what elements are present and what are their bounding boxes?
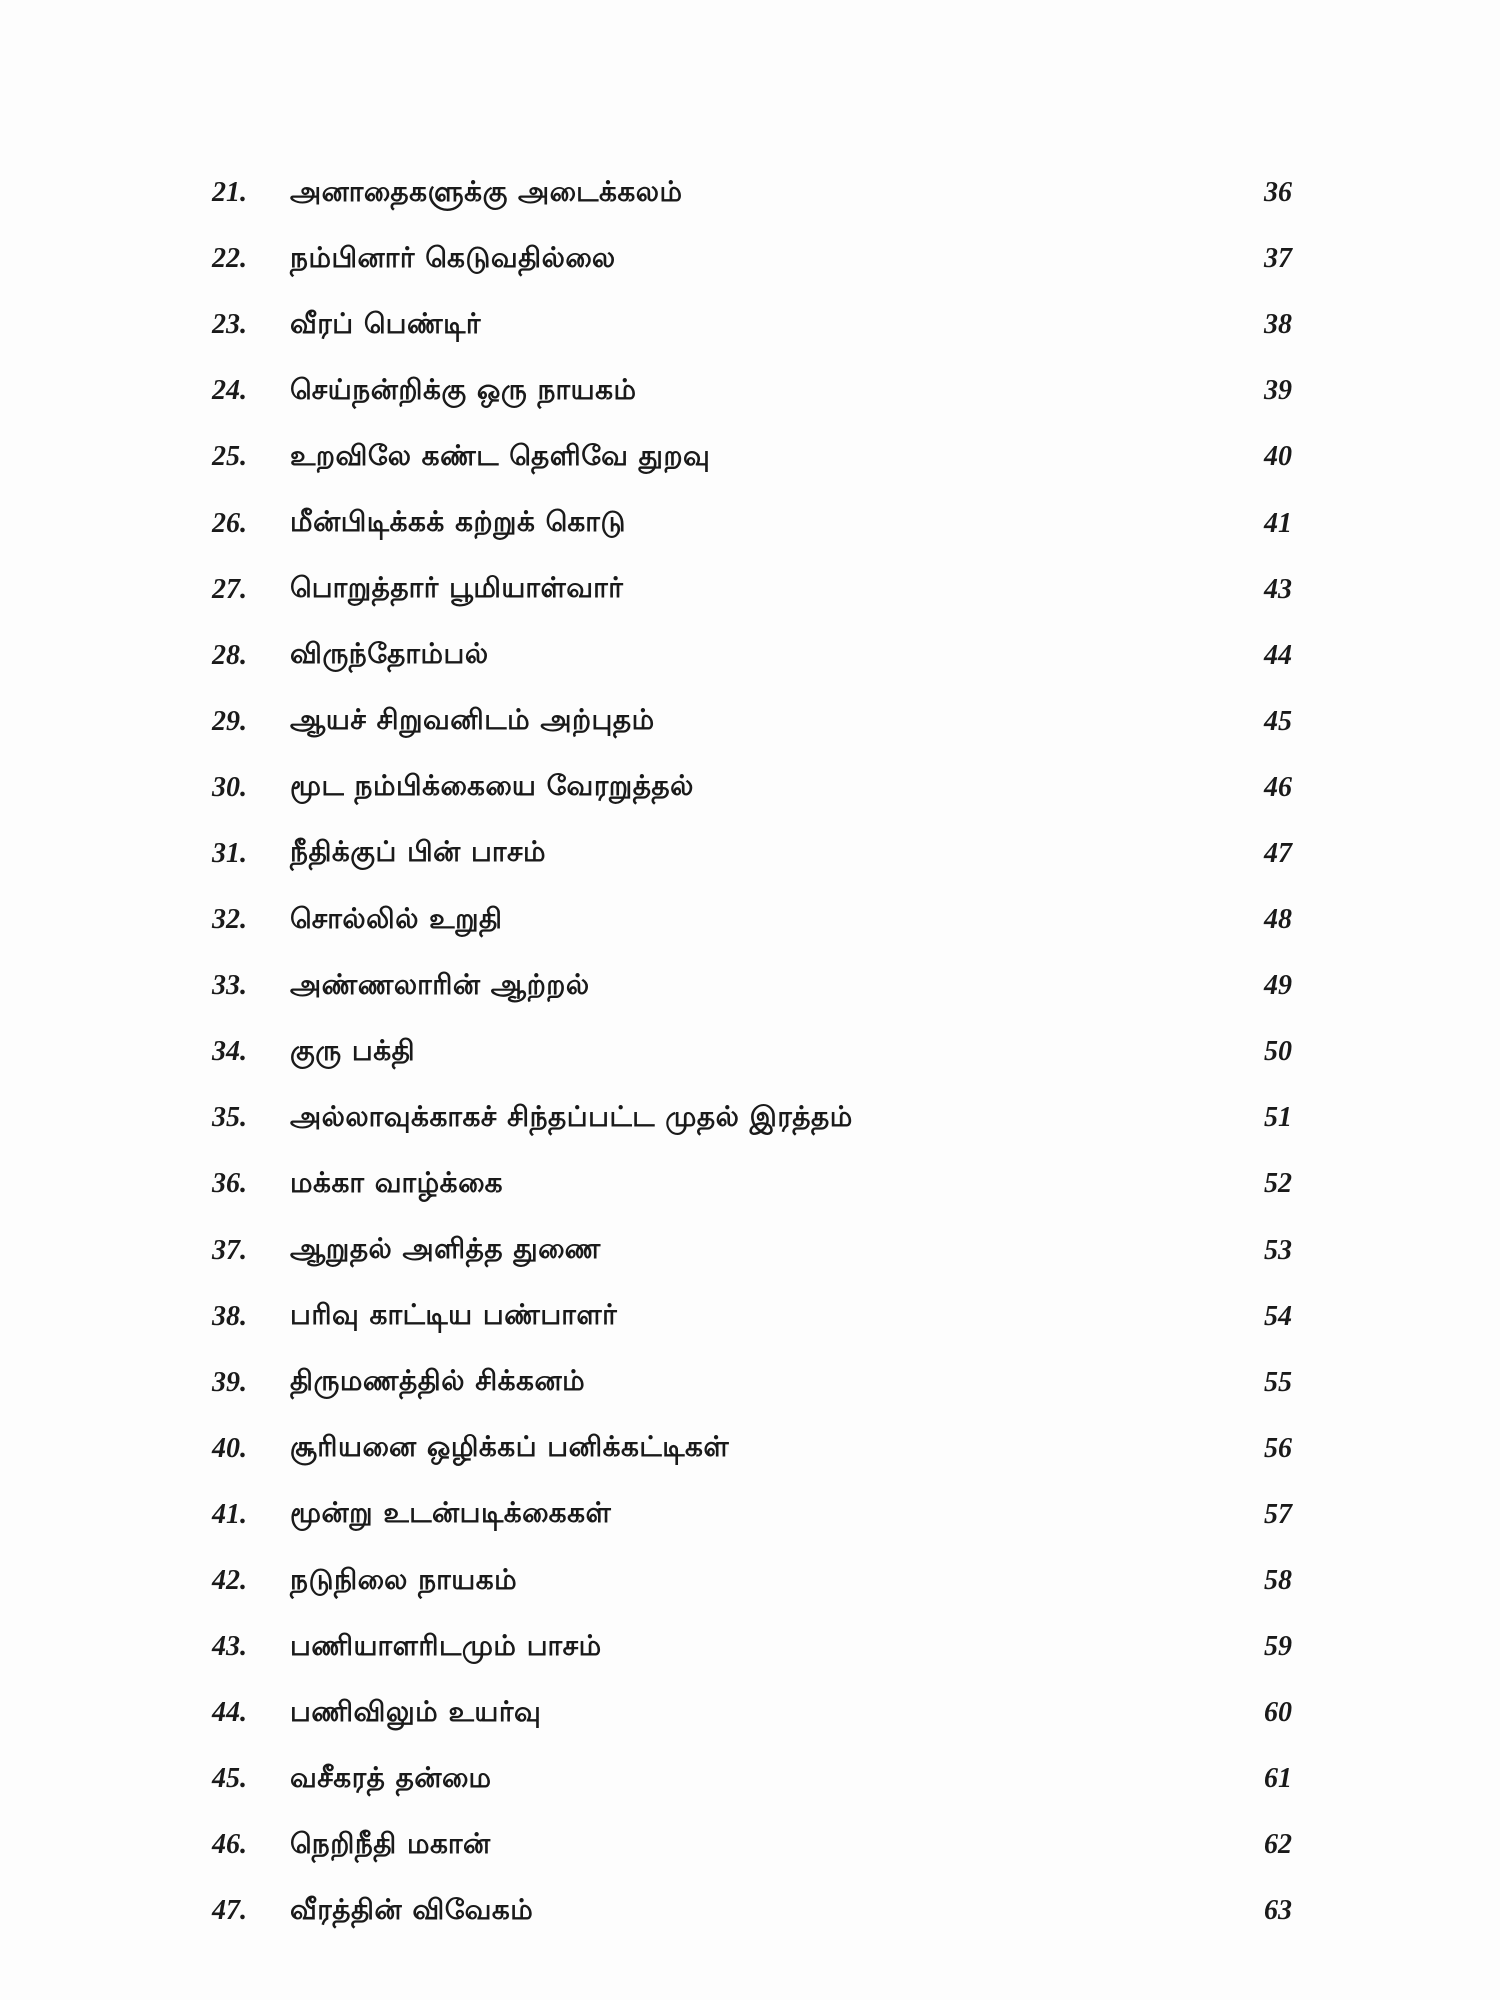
toc-entry-number: 36. xyxy=(212,1168,247,1200)
toc-entry xyxy=(212,1680,1292,1746)
toc-entry-title: வீரத்தின் விவேகம் xyxy=(290,1892,534,1926)
toc-entry-number: 23. xyxy=(212,309,247,341)
toc-entry-page-number: 62 xyxy=(1264,1829,1292,1861)
toc-entry-number: 42. xyxy=(212,1565,247,1597)
toc-entry xyxy=(212,1548,1292,1614)
toc-entry-number: 21. xyxy=(212,177,247,209)
toc-entry-page-number: 54 xyxy=(1264,1300,1292,1332)
toc-entry-page-number: 47 xyxy=(1264,837,1292,869)
toc-entry-page-number: 39 xyxy=(1264,375,1292,407)
toc-entry-title: நடுநிலை நாயகம் xyxy=(290,1562,518,1596)
toc-entry-page-number: 58 xyxy=(1264,1565,1292,1597)
toc-entry-title: ஆயச் சிறுவனிடம் அற்புதம் xyxy=(290,703,655,737)
toc-entry-title: மூன்று உடன்படிக்கைகள் xyxy=(290,1496,612,1530)
toc-entry-page-number: 61 xyxy=(1264,1763,1292,1795)
toc-entry-title: திருமணத்தில் சிக்கனம் xyxy=(290,1364,586,1398)
toc-entry-page-number: 56 xyxy=(1264,1432,1292,1464)
toc-entry-page-number: 48 xyxy=(1264,904,1292,936)
toc-entry-title: வீரப் பெண்டிர் xyxy=(290,306,482,340)
toc-entry-title: வசீகரத் தன்மை xyxy=(290,1760,492,1794)
toc-entry-number: 43. xyxy=(212,1631,247,1663)
toc-entry-number: 47. xyxy=(212,1895,247,1927)
toc-entry-number: 33. xyxy=(212,970,247,1002)
toc-entry-title: மக்கா வாழ்க்கை xyxy=(290,1165,504,1199)
toc-entry xyxy=(212,1746,1292,1812)
toc-entry xyxy=(212,1218,1292,1284)
toc-entry xyxy=(212,292,1292,358)
toc-entry-page-number: 45 xyxy=(1264,705,1292,737)
toc-entry xyxy=(212,623,1292,689)
toc-entry-page-number: 63 xyxy=(1264,1895,1292,1927)
toc-entry-page-number: 43 xyxy=(1264,573,1292,605)
toc-entry-number: 32. xyxy=(212,904,247,936)
toc-entry-page-number: 37 xyxy=(1264,243,1292,275)
toc-entry-page-number: 44 xyxy=(1264,639,1292,671)
toc-entry xyxy=(212,1614,1292,1680)
toc-entry xyxy=(212,953,1292,1019)
toc-entry-number: 24. xyxy=(212,375,247,407)
toc-entry-number: 30. xyxy=(212,771,247,803)
toc-entry-number: 27. xyxy=(212,573,247,605)
toc-entry-title: குரு பக்தி xyxy=(290,1033,416,1067)
toc-entry-page-number: 50 xyxy=(1264,1036,1292,1068)
toc-entry xyxy=(212,160,1292,226)
toc-entry xyxy=(212,490,1292,556)
toc-entry xyxy=(212,1812,1292,1878)
toc-entry-page-number: 36 xyxy=(1264,177,1292,209)
toc-entry-page-number: 38 xyxy=(1264,309,1292,341)
toc-entry-page-number: 51 xyxy=(1264,1102,1292,1134)
toc-entry xyxy=(212,1350,1292,1416)
toc-entry xyxy=(212,424,1292,490)
toc-entry-page-number: 52 xyxy=(1264,1168,1292,1200)
toc-entry xyxy=(212,226,1292,292)
toc-entry-number: 38. xyxy=(212,1300,247,1332)
table-of-contents xyxy=(212,160,1292,1945)
toc-entry-number: 45. xyxy=(212,1763,247,1795)
toc-entry-page-number: 46 xyxy=(1264,771,1292,803)
toc-entry-title: நெறிநீதி மகான் xyxy=(290,1826,491,1860)
toc-entry-page-number: 55 xyxy=(1264,1366,1292,1398)
toc-entry-number: 46. xyxy=(212,1829,247,1861)
toc-entry-number: 35. xyxy=(212,1102,247,1134)
toc-entry-title: நம்பினார் கெடுவதில்லை xyxy=(290,240,616,274)
toc-entry-title: சொல்லில் உறுதி xyxy=(290,901,503,935)
toc-entry-number: 26. xyxy=(212,507,247,539)
toc-entry-title: செய்நன்றிக்கு ஒரு நாயகம் xyxy=(290,372,637,406)
toc-entry xyxy=(212,1416,1292,1482)
toc-entry-number: 39. xyxy=(212,1366,247,1398)
toc-entry-title: பணியாளரிடமும் பாசம் xyxy=(290,1628,602,1662)
toc-entry-title: அனாதைகளுக்கு அடைக்கலம் xyxy=(290,174,683,208)
toc-entry-title: நீதிக்குப் பின் பாசம் xyxy=(290,835,547,869)
toc-entry xyxy=(212,1019,1292,1085)
toc-entry-title: மீன்பிடிக்கக் கற்றுக் கொடு xyxy=(290,505,626,539)
toc-entry-page-number: 41 xyxy=(1264,507,1292,539)
toc-entry-title: சூரியனை ஒழிக்கப் பனிக்கட்டிகள் xyxy=(290,1430,730,1464)
toc-entry-number: 37. xyxy=(212,1234,247,1266)
toc-entry-number: 34. xyxy=(212,1036,247,1068)
toc-entry xyxy=(212,1151,1292,1217)
toc-entry-title: பணிவிலும் உயர்வு xyxy=(290,1694,542,1728)
toc-entry-number: 31. xyxy=(212,837,247,869)
toc-entry-title: அல்லாவுக்காகச் சிந்தப்பட்ட முதல் இரத்தம் xyxy=(290,1099,853,1133)
toc-entry-title: உறவிலே கண்ட தெளிவே துறவு xyxy=(290,438,711,472)
toc-entry-title: மூட நம்பிக்கையை வேரறுத்தல் xyxy=(290,769,694,803)
toc-entry-title: ஆறுதல் அளித்த துணை xyxy=(290,1232,601,1266)
toc-entry-number: 22. xyxy=(212,243,247,275)
toc-entry-title: பரிவு காட்டிய பண்பாளர் xyxy=(290,1298,618,1332)
toc-entry-title: பொறுத்தார் பூமியாள்வார் xyxy=(290,571,624,605)
toc-entry xyxy=(212,755,1292,821)
toc-entry-page-number: 59 xyxy=(1264,1631,1292,1663)
toc-entry xyxy=(212,1878,1292,1944)
toc-entry-page-number: 53 xyxy=(1264,1234,1292,1266)
toc-entry-page-number: 40 xyxy=(1264,441,1292,473)
toc-entry xyxy=(212,1482,1292,1548)
toc-entry-title: விருந்தோம்பல் xyxy=(290,637,489,671)
toc-entry-page-number: 57 xyxy=(1264,1498,1292,1530)
toc-entry xyxy=(212,358,1292,424)
toc-entry-page-number: 60 xyxy=(1264,1697,1292,1729)
toc-entry-number: 41. xyxy=(212,1498,247,1530)
toc-entry xyxy=(212,887,1292,953)
toc-entry xyxy=(212,821,1292,887)
toc-entry-title: அண்ணலாரின் ஆற்றல் xyxy=(290,967,590,1001)
toc-entry xyxy=(212,1085,1292,1151)
toc-entry xyxy=(212,557,1292,623)
toc-entry-page-number: 49 xyxy=(1264,970,1292,1002)
toc-entry-number: 40. xyxy=(212,1432,247,1464)
toc-entry xyxy=(212,1284,1292,1350)
toc-entry-number: 28. xyxy=(212,639,247,671)
toc-entry xyxy=(212,689,1292,755)
toc-entry-number: 44. xyxy=(212,1697,247,1729)
toc-entry-number: 29. xyxy=(212,705,247,737)
toc-entry-number: 25. xyxy=(212,441,247,473)
